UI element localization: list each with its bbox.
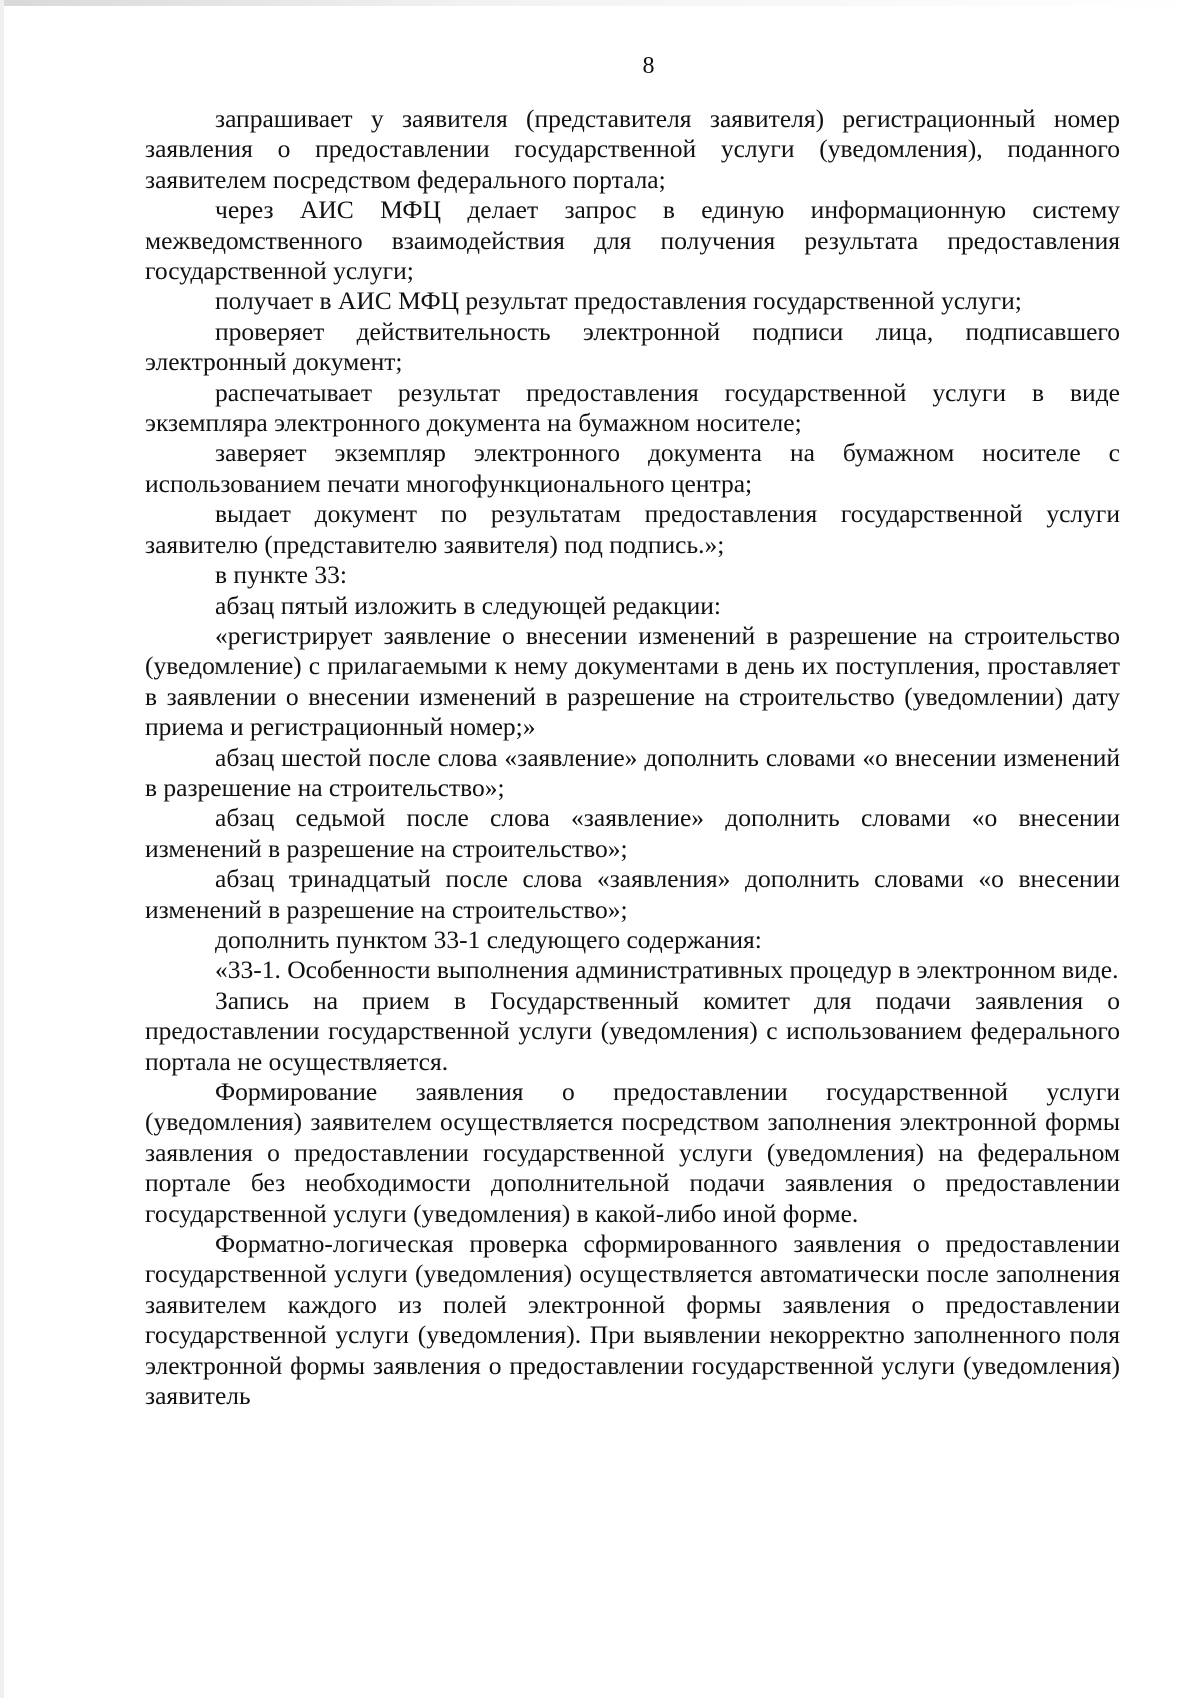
paragraph: через АИС МФЦ делает запрос в единую информационную систему межведомственного взаимодействия для получения результата предоставления государственной услуги; xyxy=(145,195,1120,286)
paragraph: Запись на прием в Государственный комитет для подачи заявления о предоставлении государственной услуги (уведомления) с использованием федерального портала не осуществляется. xyxy=(145,985,1120,1076)
paragraph: «регистрирует заявление о внесении изменений в разрешение на строительство (уведомление) с прилагаемыми к нему документами в день их поступления, проставляет в заявлении о внесении изменений в разрешение на строительство (уведомлении) дату приема и регистрационный номер;» xyxy=(145,620,1120,742)
document-body xyxy=(145,104,1120,1411)
paragraph: заверяет экземпляр электронного документа на бумажном носителе с использованием печати многофункционального центра; xyxy=(145,438,1120,498)
paragraph: абзац тринадцатый после слова «заявления» дополнить словами «о внесении изменений в разрешение на строительство»; xyxy=(145,864,1120,924)
paragraph: Формирование заявления о предоставлении государственной услуги (уведомления) заявителем осуществляется посредством заполнения электронной формы заявления о предоставлении государственной услуги (уведомления) на федеральном портале без необходимости дополнительной подачи заявления о предоставлении государственной услуги (уведомления) в какой-либо иной форме. xyxy=(145,1077,1120,1228)
paragraph: абзац шестой после слова «заявление» дополнить словами «о внесении изменений в разрешение на строительство»; xyxy=(145,742,1120,802)
scan-edge-top xyxy=(0,0,1200,6)
paragraph: проверяет действительность электронной подписи лица, подписавшего электронный документ; xyxy=(145,316,1120,377)
paragraph: абзац седьмой после слова «заявление» дополнить словами «о внесении изменений в разрешение на строительство»; xyxy=(145,803,1120,863)
paragraph: распечатывает результат предоставления государственной услуги в виде экземпляра электронного документа на бумажном носителе; xyxy=(145,377,1120,438)
paragraph: Форматно-логическая проверка сформированного заявления о предоставлении государственной услуги (уведомления) осуществляется автоматически после заполнения заявителем каждого из полей электронной формы заявления о предоставлении государственной услуги (уведомления). При выявлении некорректно заполненного поля электронной формы заявления о предоставлении государственной услуги (уведомления) заявитель xyxy=(145,1229,1120,1411)
paragraph: получает в АИС МФЦ результат предоставления государственной услуги; xyxy=(215,286,1022,316)
paragraph: запрашивает у заявителя (представителя заявителя) регистрационный номер заявления о предоставлении государственной услуги (уведомления), поданного заявителем посредством федерального портала; xyxy=(145,104,1120,194)
paragraph: дополнить пунктом 33-1 следующего содержания: xyxy=(215,924,762,954)
paragraph: выдает документ по результатам предоставления государственной услуги заявителю (представителю заявителя) под подпись.»; xyxy=(145,499,1120,559)
paragraph: «33-1. Особенности выполнения административных процедур в электронном виде. xyxy=(215,955,1119,985)
paragraph: в пункте 33: xyxy=(215,560,347,590)
page-number: 8 xyxy=(642,53,655,79)
paragraph: абзац пятый изложить в следующей редакции: xyxy=(215,590,721,620)
scan-edge-left xyxy=(0,0,4,1698)
